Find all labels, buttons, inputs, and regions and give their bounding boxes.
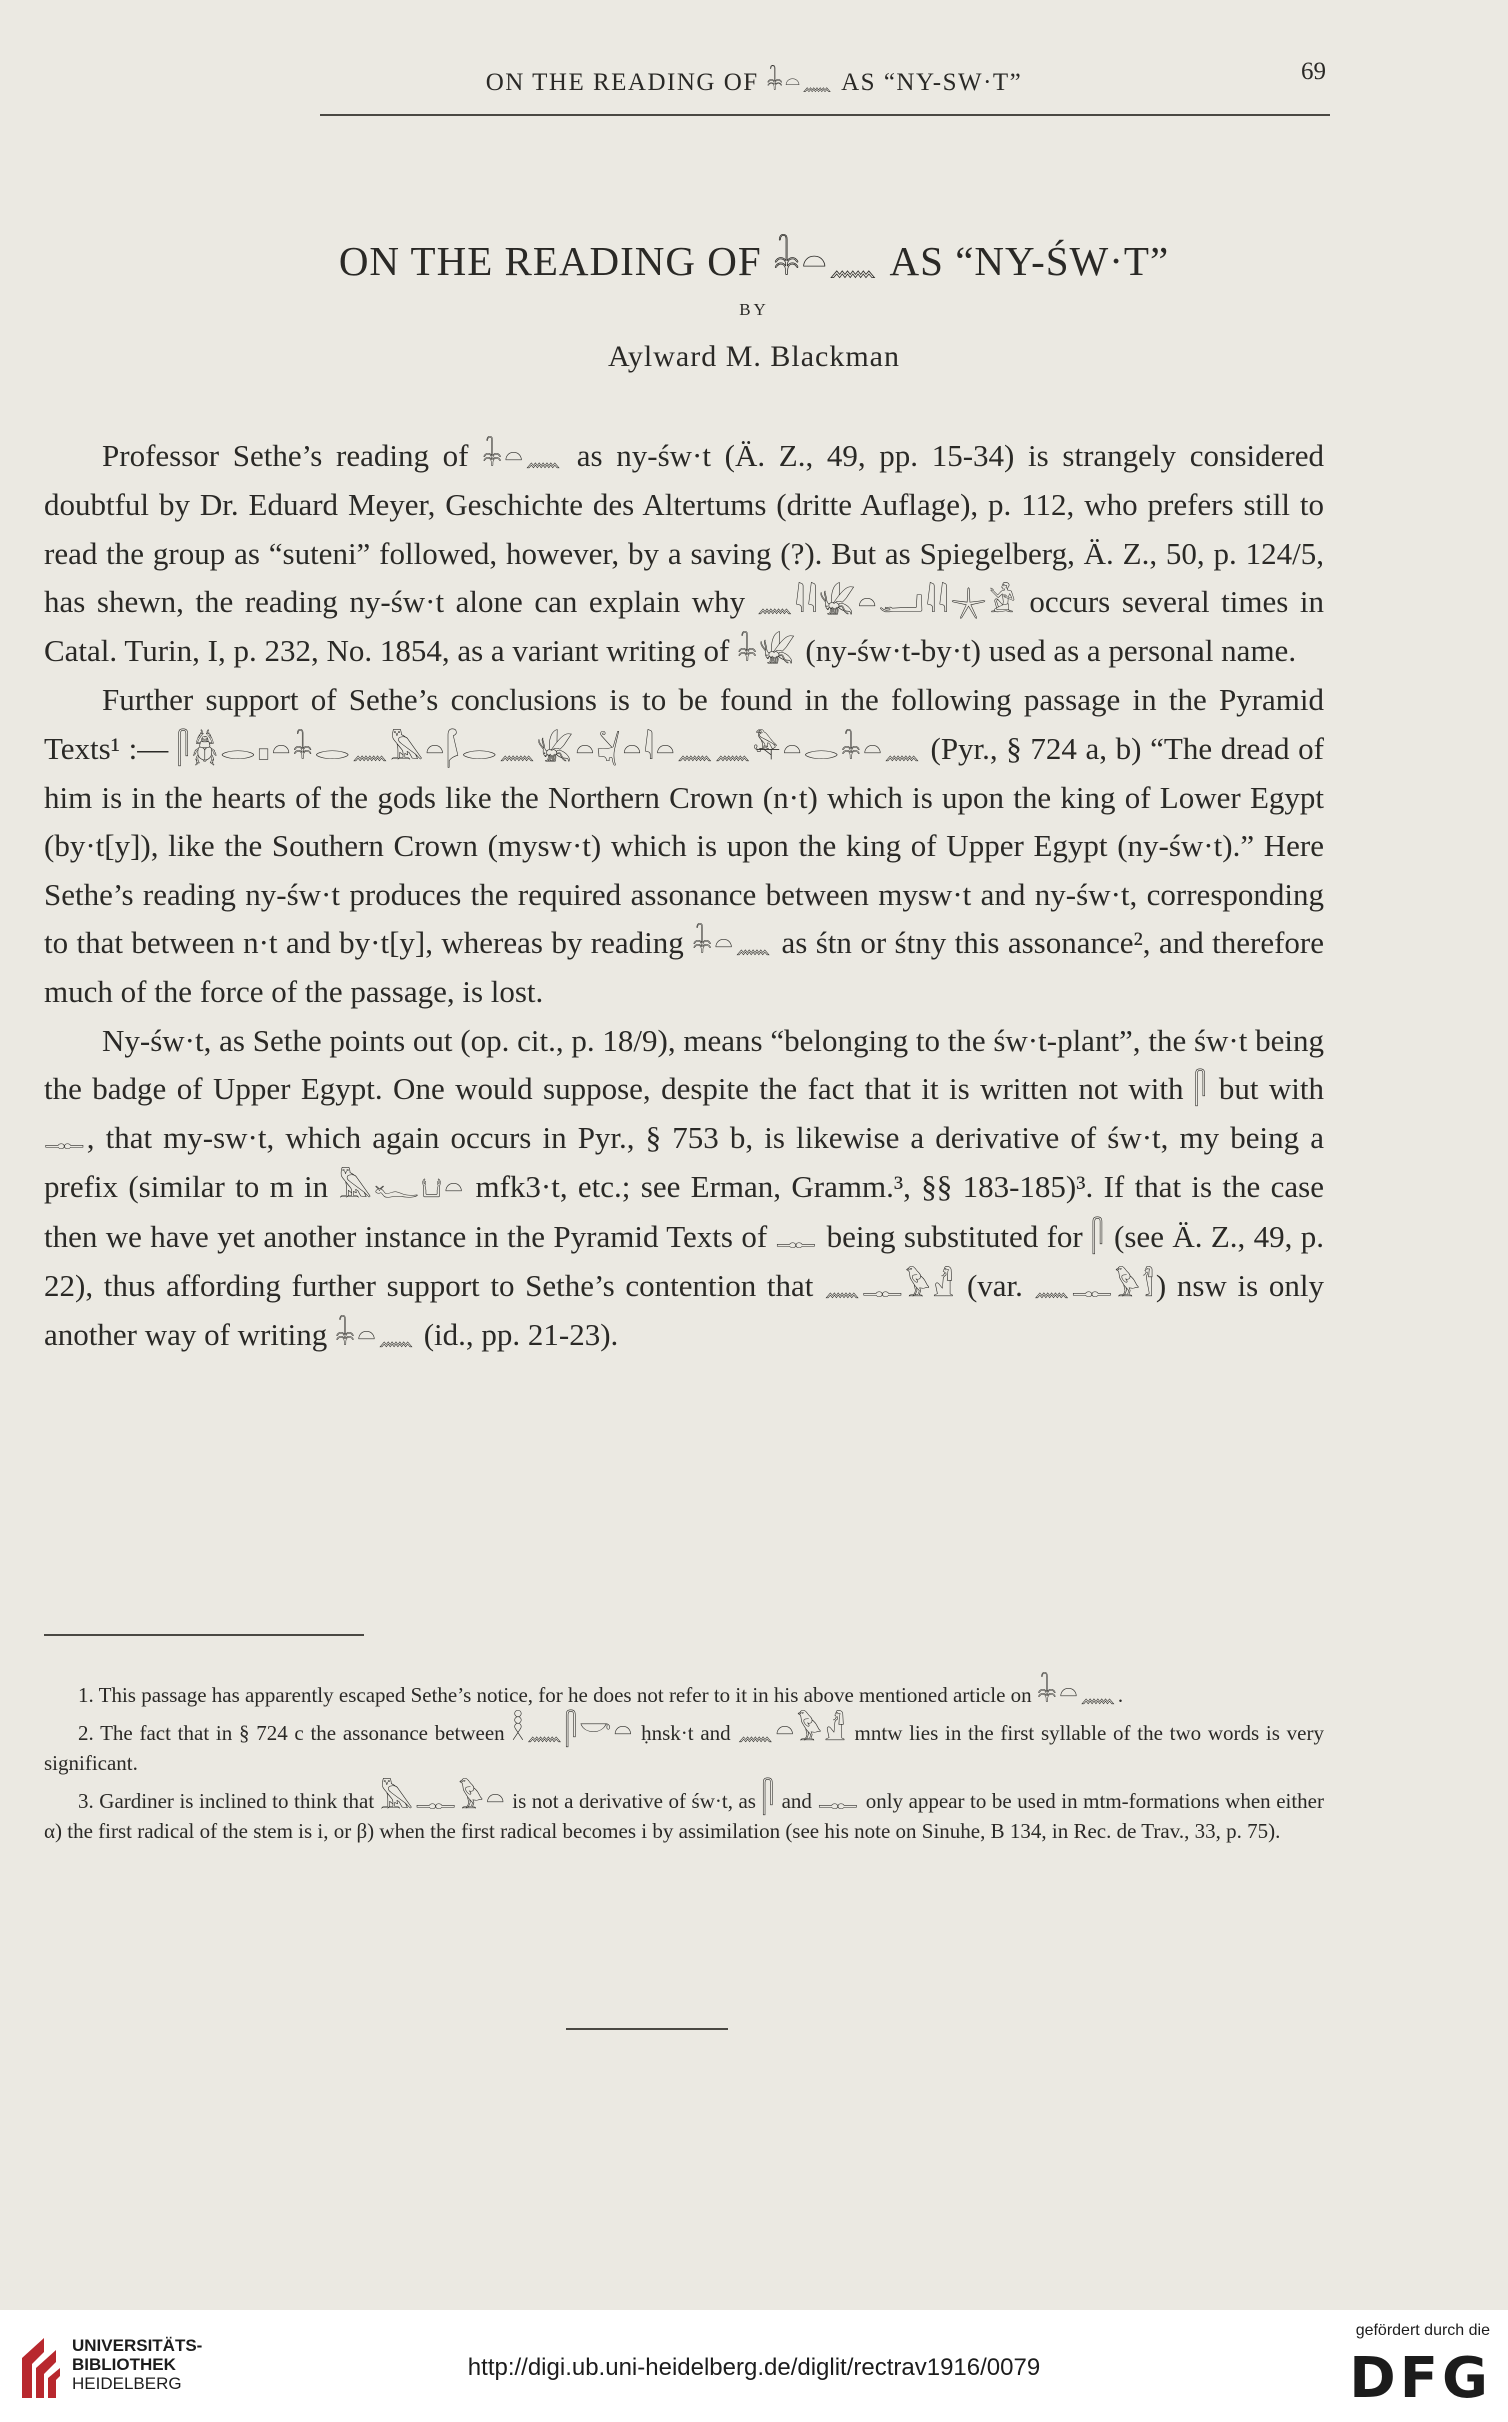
hieroglyph-passage: 𓋴𓆣𓂋𓊪𓏏𓇓𓂋𓈖𓅓𓏏𓆄𓂋𓈖𓆤𓏏𓋔𓏏𓇋𓏏𓈖𓈖𓅆𓏏𓂋𓇓𓏏𓈖 [176,732,922,766]
hieroglyph-group: 𓈖𓏏𓅱𓀭 [737,1714,848,1747]
byline: BY [739,300,769,319]
hieroglyph-group: 𓇓𓏏𓈖 [1036,1676,1118,1709]
hieroglyph-group: 𓇓𓆤 [737,635,798,669]
footnote-2: 2. The fact that in § 724 c the assonance between 𓎛𓈖𓋴𓎡𓏏 ḥnsk·t and 𓈖𓏏𓅱𓀭 mntw lies in the first syllable of the two words is very significant. [44,1714,1324,1775]
page-number: 69 [1301,58,1326,85]
hieroglyph-group: 𓊃 [44,1122,87,1156]
paragraph-1: Professor Sethe’s reading of 𓇓𓏏𓈖 as ny-św·t (Ä. Z., 49, pp. 15-34) is strangely considered doubtful by Dr. Eduard Meyer, Geschichte des Altertums (dritte Auflage), p. 112, who prefers still to read the group as “suteni” followed, however, by a saving (?). But as Spiegelberg, Ä. Z., 50, p. 124/5, has shewn, the reading ny-św·t alone can explain why 𓈖𓇋𓇋𓆤𓏏𓂝𓇋𓇋𓇼𓀀 occurs several times in Catal. Turin, I, p. 232, No. 1854, as a variant writing of 𓇓𓆤 (ny-św·t-by·t) used as a personal name. [44,438,1324,669]
running-head: ON THE READING OF 𓇓𓏏𓈖 AS “NY-SW·T” [485,69,1023,96]
hieroglyph-group: 𓇓𓏏𓈖 [334,1319,416,1353]
hieroglyph-group: 𓅓𓊃𓅱𓏏 [379,1782,507,1815]
hieroglyph-group: 𓈖𓇋𓇋𓆤𓏏𓂝𓇋𓇋𓇼𓀀 [756,585,1018,619]
header-rule [320,114,1330,116]
footnote-1: 1. This passage has apparently escaped Sethe’s notice, for he does not refer to it in his above mentioned article on 𓇓𓏏𓈖. [78,1676,1124,1709]
paragraph-3: Ny-św·t, as Sethe points out (op. cit., p. 18/9), means “belonging to the św·t-plant”, the św·t being the badge of Upper Egypt. One would suppose, despite the fact that it is written not with 𓋴 but with 𓊃, that my-sw·t, which again occurs in Pyr., § 753 b, is likewise a derivative of św·t, my being a prefix (similar to m in 𓅓𓆑𓂓𓏏 mfk3·t, etc.; see Erman, Gramm.³, §§ 183-185)³. If that is the case then we have yet another instance in the Pyramid Texts of 𓊃 being substituted for 𓋴 (see Ä. Z., 49, p. 22), thus affording further support to Sethe’s contention that 𓈖𓊃𓅱𓀭 (var. 𓈖𓊃𓅱𓀾) nsw is only another way of writing 𓇓𓏏𓈖 (id., pp. 21-23). [44,1022,1325,1353]
digital-copy-link[interactable]: http://digi.ub.uni-heidelberg.de/diglit/rectrav1916/0079 [467,2354,1041,2381]
article-title: ON THE READING OF 𓇓𓏏𓈖 AS “NY-ŚW·T” [338,238,1170,284]
end-rule [566,2028,728,2030]
footnotes [44,1678,1324,1852]
hieroglyph-group: 𓊃 [817,1782,861,1815]
hieroglyph-group: 𓋴 [761,1782,777,1815]
paragraph-2: Further support of Sethe’s conclusions is to be found in the following passage in the Pyramid Texts¹ :— 𓋴𓆣𓂋𓊪𓏏𓇓𓂋𓈖𓅓𓏏𓆄𓂋𓈖𓆤𓏏𓋔𓏏𓇋𓏏𓈖𓈖𓅆𓏏𓂋𓇓𓏏𓈖 (Pyr., § 724 a, b) “The dread of him is in the hearts of the gods like the Northern Crown (n·t) which is upon the king of Lower Egypt (by·t[y]), like the Southern Crown (mysw·t) which is upon the king of Upper Egypt (ny-św·t).” Here Sethe’s reading ny-św·t produces the required assonance between mysw·t and ny-św·t, corresponding to that between n·t and by·t[y], whereas by reading 𓇓𓏏𓈖 as śtn or śtny this assonance², and therefore much of the force of the passage, is lost. [44,682,1324,1010]
hieroglyph-group: 𓇓𓏏𓈖 [482,440,564,473]
dfg-logo: DFG [1349,2346,1492,2411]
library-name: UNIVERSITÄTS- BIBLIOTHEK HEIDELBERG [72,2336,203,2393]
footnote-3: 3. Gardiner is inclined to think that 𓅓𓊃𓅱𓏏 is not a derivative of św·t, as 𓋴 and 𓊃 only appear to be used in mtm-formations when either α) the first radical of the stem is i, or β) when the first radical becomes i by assimilation (see his note on Sinuhe, B 134, in Rec. de Trav., 33, p. 75). [44,1782,1324,1843]
hieroglyph-group: 𓋴 [1193,1072,1209,1106]
author-name: Aylward M. Blackman [607,340,901,373]
digitization-footer [0,2310,1508,2422]
hieroglyph-group: 𓈖𓊃𓅱𓀾 [1033,1270,1156,1304]
article-body [44,432,1324,1361]
hieroglyph-group: 𓎛𓈖𓋴𓎡𓏏 [511,1714,635,1747]
hieroglyph-group: 𓅓𓆑𓂓𓏏 [338,1171,466,1205]
hieroglyph-group: 𓇓𓏏𓈖 [692,926,774,960]
hieroglyph-group: 𓈖𓊃𓅱𓀭 [824,1270,957,1304]
funded-by-label: gefördert durch die [1355,2322,1490,2339]
hieroglyph-group: 𓋴 [1091,1220,1106,1254]
hieroglyph-group: 𓊃 [775,1220,819,1254]
footnote-rule [44,1634,364,1636]
